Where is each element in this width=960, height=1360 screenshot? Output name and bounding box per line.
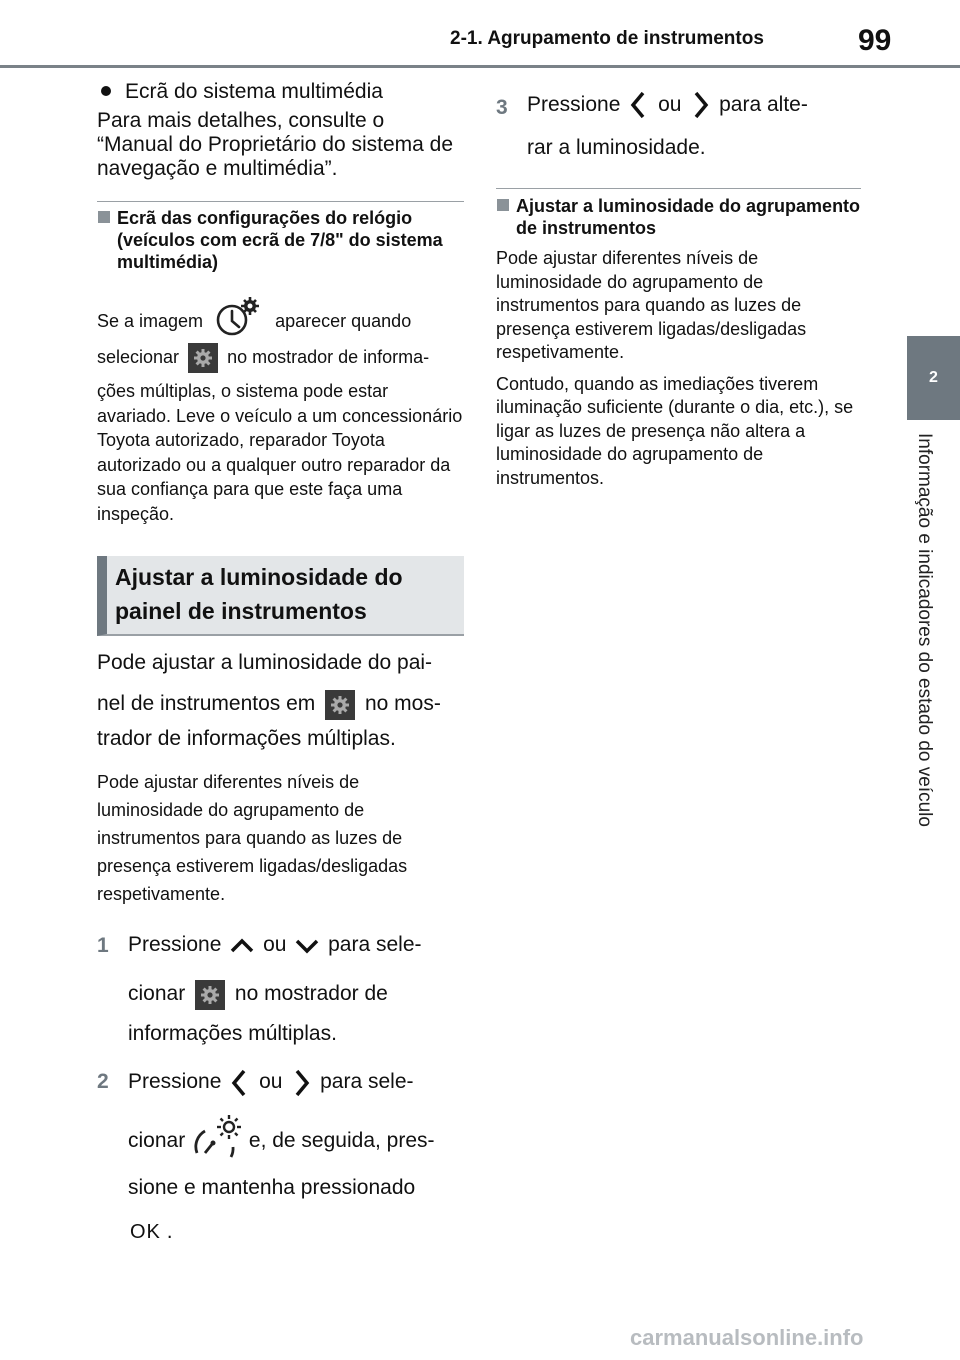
text: e, de seguida, pres- — [248, 1129, 435, 1153]
paragraph — [97, 301, 464, 341]
section-heading: Ajustar a luminosidade do painel de instrumentos — [97, 556, 464, 636]
chapter-side-title: Informação e indicadores do estado do veículo — [914, 433, 935, 827]
chevron-right-icon — [288, 1067, 314, 1099]
bullet-item — [97, 78, 464, 105]
text: aparecer quando — [275, 311, 412, 331]
text: selecionar — [97, 347, 180, 367]
ok-button-label: OK — [130, 1221, 161, 1244]
subheading-brightness — [496, 195, 861, 239]
step-number: 1 — [97, 934, 109, 958]
watermark: carmanualsonline.info — [630, 1325, 864, 1350]
page-number: 99 — [858, 24, 892, 57]
text: Pressione — [527, 93, 621, 116]
text: ou — [263, 933, 287, 957]
paragraph: trador de informações múltiplas. — [97, 727, 396, 751]
text: cionar — [128, 982, 186, 1006]
step-body — [128, 1062, 435, 1254]
text: para alte- — [719, 93, 808, 116]
text: sione e mantenha pressionado — [128, 1176, 416, 1200]
text: nel de instrumentos em — [97, 692, 316, 716]
step-body — [527, 88, 808, 168]
chevron-up-icon — [227, 936, 257, 956]
text: . — [166, 1220, 173, 1244]
clock-settings-icon — [212, 296, 266, 338]
text: Se a imagem — [97, 311, 204, 331]
bullet-text: Para mais detalhes, consulte o “Manual do Proprietário do sistema de navegação e multimédia”. — [97, 109, 454, 180]
subheading-clock-screen — [97, 207, 464, 273]
bullet-dot — [101, 86, 111, 96]
gear-icon — [195, 980, 225, 1010]
square-marker-icon — [497, 199, 509, 211]
paragraph: Contudo, quando as imediações tiverem iluminação suficiente (durante o dia, etc.), se ligar as luzes de presença não altera a luminosidade do agrupamento de instrumentos. — [496, 373, 854, 488]
chevron-right-icon — [687, 89, 713, 121]
paragraph: ções múltiplas, o sistema pode estar avariado. Leve o veículo a um concessionário Toyota autorizado, reparador Toyota autorizado ou a qualquer outro reparador da sua confiança para que este faça uma inspeção. — [97, 381, 463, 524]
text: no mostrador de — [234, 982, 388, 1006]
divider — [496, 188, 861, 189]
left-column — [97, 78, 464, 1254]
text: no mostrador de informa- — [227, 347, 430, 367]
step-3 — [496, 88, 861, 168]
chapter-tab: 2 — [907, 336, 960, 420]
text: informações múltiplas. — [128, 1022, 337, 1046]
paragraph: Pode ajustar a luminosidade do pai- — [97, 651, 433, 675]
subheading-text: Ajustar a luminosidade do agrupamento de instrumentos — [516, 196, 861, 238]
right-column — [496, 88, 861, 490]
subheading-text: Ecrã das configurações do relógio (veículos com ecrã de 7/8" do sistema multimédia) — [117, 208, 443, 272]
square-marker-icon — [98, 211, 110, 223]
text: Pressione — [128, 933, 222, 957]
note-paragraph: Pode ajustar diferentes níveis de luminosidade do agrupamento de instrumentos para quando as luzes de presença estiverem ligadas/desligadas respetivamente. — [97, 772, 408, 905]
text: ou — [658, 93, 682, 116]
header-title: 2-1. Agrupamento de instrumentos — [450, 28, 764, 49]
gear-icon — [188, 343, 218, 373]
step-number: 2 — [97, 1070, 109, 1094]
chevron-left-icon — [227, 1067, 253, 1099]
chevron-left-icon — [626, 89, 652, 121]
text: para sele- — [320, 1070, 414, 1094]
text: no mos- — [364, 692, 441, 716]
paragraph — [97, 684, 464, 724]
text: para sele- — [328, 933, 422, 957]
divider — [97, 201, 464, 202]
brightness-icon — [191, 1113, 243, 1163]
text: cionar — [128, 1129, 186, 1153]
step-number: 3 — [496, 96, 508, 119]
step-1 — [97, 926, 464, 1054]
chevron-down-icon — [292, 936, 322, 956]
header-rule — [0, 65, 960, 68]
text: ou — [259, 1070, 283, 1094]
text: rar a luminosidade. — [527, 136, 706, 159]
paragraph: Pode ajustar diferentes níveis de luminosidade do agrupamento de instrumentos para quando as luzes de presença estiverem ligadas/desligadas respetivamente. — [496, 248, 807, 362]
paragraph — [97, 341, 464, 373]
bullet-label: Ecrã do sistema multimédia — [125, 80, 383, 103]
step-2 — [97, 1062, 464, 1254]
gear-icon — [325, 690, 355, 720]
step-body — [128, 926, 422, 1054]
text: Pressione — [128, 1070, 222, 1094]
